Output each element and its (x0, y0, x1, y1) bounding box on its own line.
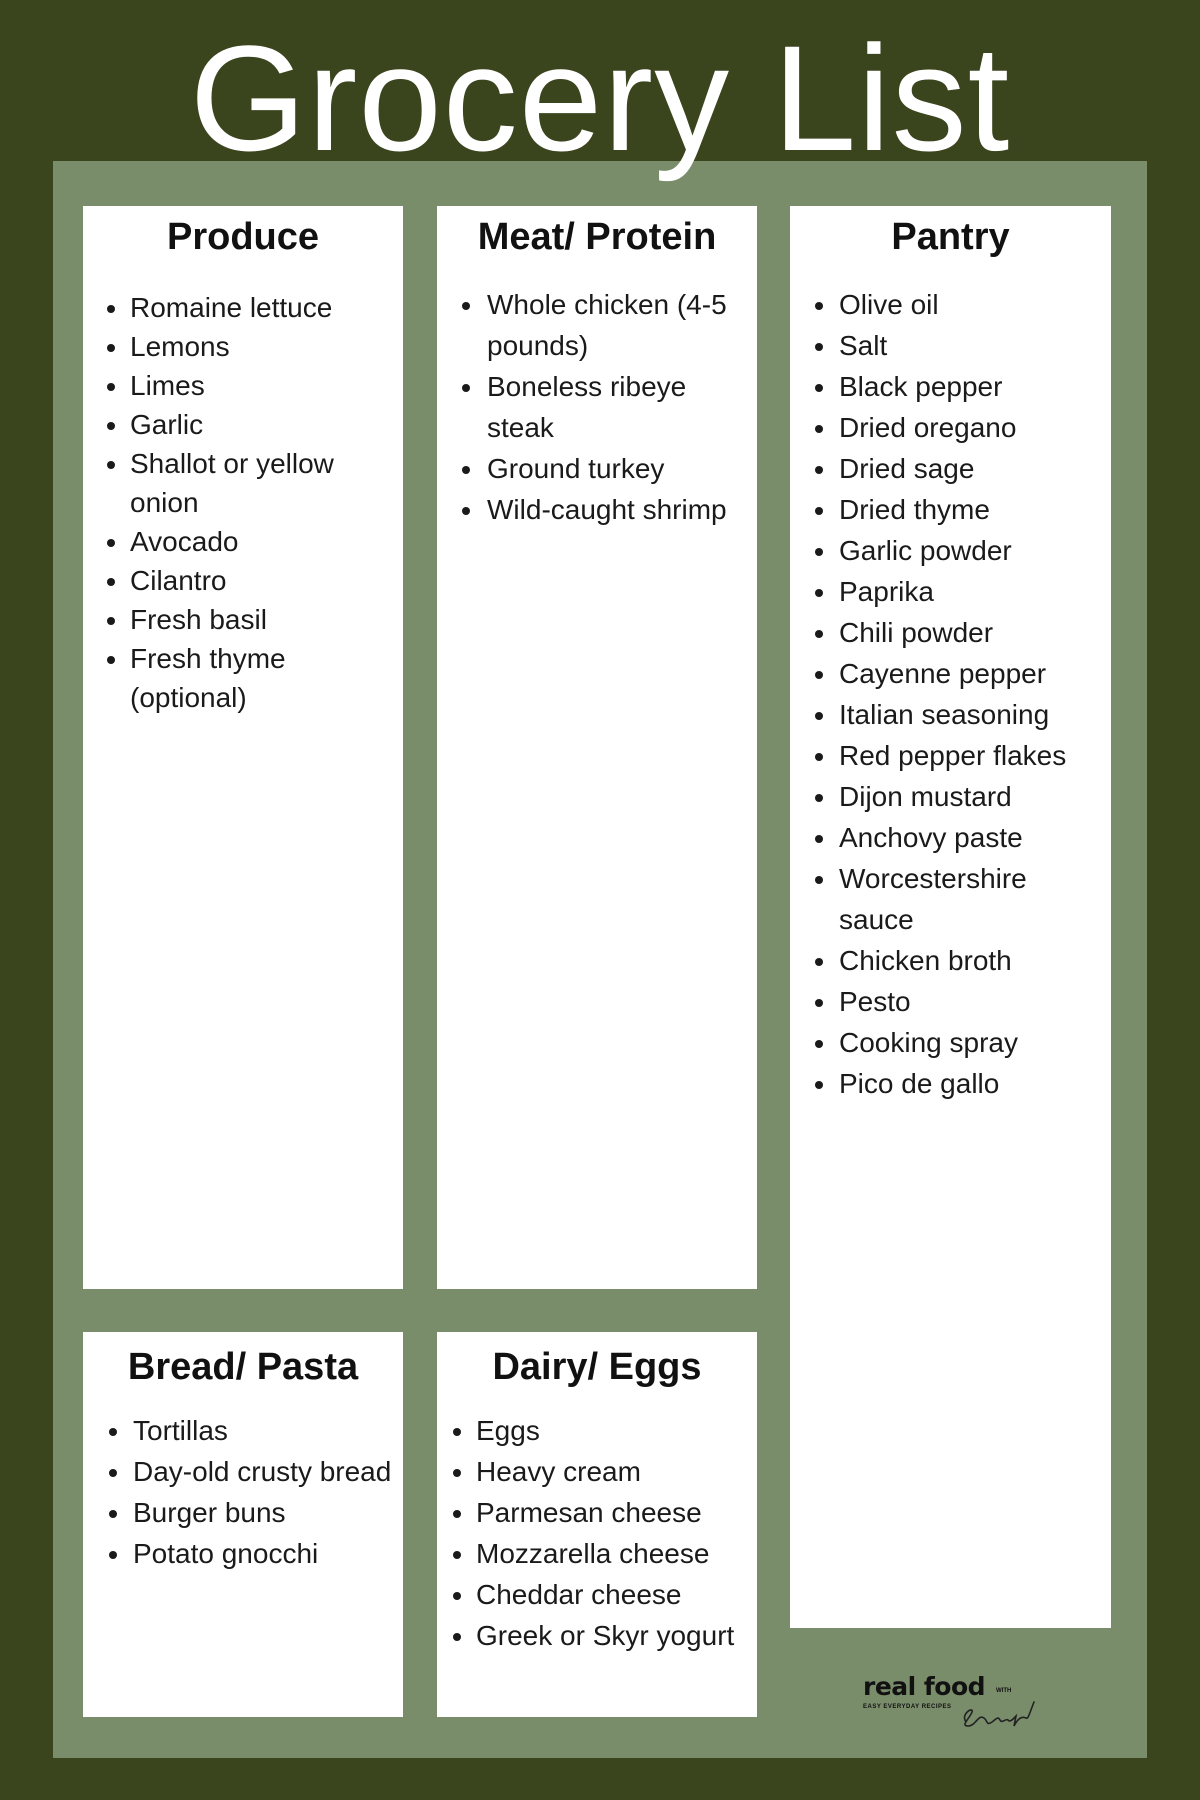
dairy-eggs-item: Greek or Skyr yogurt (437, 1615, 757, 1656)
produce-item: Cilantro (83, 561, 403, 600)
brand-logo (860, 1662, 1040, 1732)
bread-pasta-item: Tortillas (83, 1410, 403, 1451)
pantry-item: Salt (790, 325, 1111, 366)
pantry-item: Chili powder (790, 612, 1111, 653)
pantry-card (790, 206, 1111, 1628)
dairy-eggs-item: Mozzarella cheese (437, 1533, 757, 1574)
produce-item: Fresh basil (83, 600, 403, 639)
meat-protein-item: Boneless ribeye steak (437, 366, 757, 448)
produce-item: Garlic (83, 405, 403, 444)
meat-protein-item: Whole chicken (4-5 pounds) (437, 284, 757, 366)
pantry-item: Anchovy paste (790, 817, 1111, 858)
pantry-item: Cooking spray (790, 1022, 1111, 1063)
signature-icon (956, 1692, 1036, 1732)
bread-pasta-card (83, 1332, 403, 1717)
logo-tagline: EASY EVERYDAY RECIPES (863, 1704, 952, 1710)
produce-item: Avocado (83, 522, 403, 561)
produce-item: Limes (83, 366, 403, 405)
page-title: Grocery List (189, 14, 1011, 182)
produce-item: Romaine lettuce (83, 288, 403, 327)
dairy-eggs-item: Heavy cream (437, 1451, 757, 1492)
pantry-item: Dried thyme (790, 489, 1111, 530)
bread-pasta-item: Day-old crusty bread (83, 1451, 403, 1492)
dairy-eggs-list (437, 1410, 757, 1656)
pantry-item: Dried sage (790, 448, 1111, 489)
pantry-item: Pesto (790, 981, 1111, 1022)
bread-pasta-item: Burger buns (83, 1492, 403, 1533)
pantry-item: Garlic powder (790, 530, 1111, 571)
logo-brand-text: real food (863, 1672, 986, 1701)
meat-protein-item: Ground turkey (437, 448, 757, 489)
produce-item: Shallot or yellow onion (83, 444, 403, 522)
pantry-item: Worcestershire sauce (790, 858, 1111, 940)
pantry-item: Black pepper (790, 366, 1111, 407)
pantry-heading: Pantry (891, 216, 1010, 258)
produce-list (83, 288, 403, 717)
pantry-item: Italian seasoning (790, 694, 1111, 735)
meat-protein-item: Wild-caught shrimp (437, 489, 757, 530)
dairy-eggs-item: Eggs (437, 1410, 757, 1451)
pantry-item: Chicken broth (790, 940, 1111, 981)
pantry-item: Dried oregano (790, 407, 1111, 448)
meat-protein-card (437, 206, 757, 1289)
bread-pasta-heading: Bread/ Pasta (127, 1346, 359, 1388)
pantry-item: Pico de gallo (790, 1063, 1111, 1104)
pantry-item: Dijon mustard (790, 776, 1111, 817)
dairy-eggs-card (437, 1332, 757, 1717)
produce-card (83, 206, 403, 1289)
logo-with-text: WITH (996, 1688, 1012, 1694)
dairy-eggs-item: Parmesan cheese (437, 1492, 757, 1533)
dairy-eggs-heading: Dairy/ Eggs (492, 1346, 702, 1388)
produce-heading: Produce (166, 216, 320, 258)
produce-item: Fresh thyme (optional) (83, 639, 403, 717)
bread-pasta-item: Potato gnocchi (83, 1533, 403, 1574)
meat-protein-list (437, 284, 757, 530)
pantry-item: Cayenne pepper (790, 653, 1111, 694)
produce-item: Lemons (83, 327, 403, 366)
pantry-item: Olive oil (790, 284, 1111, 325)
pantry-item: Red pepper flakes (790, 735, 1111, 776)
pantry-list (790, 284, 1111, 1104)
bread-pasta-list (83, 1410, 403, 1574)
meat-protein-heading: Meat/ Protein (477, 216, 717, 258)
pantry-item: Paprika (790, 571, 1111, 612)
dairy-eggs-item: Cheddar cheese (437, 1574, 757, 1615)
